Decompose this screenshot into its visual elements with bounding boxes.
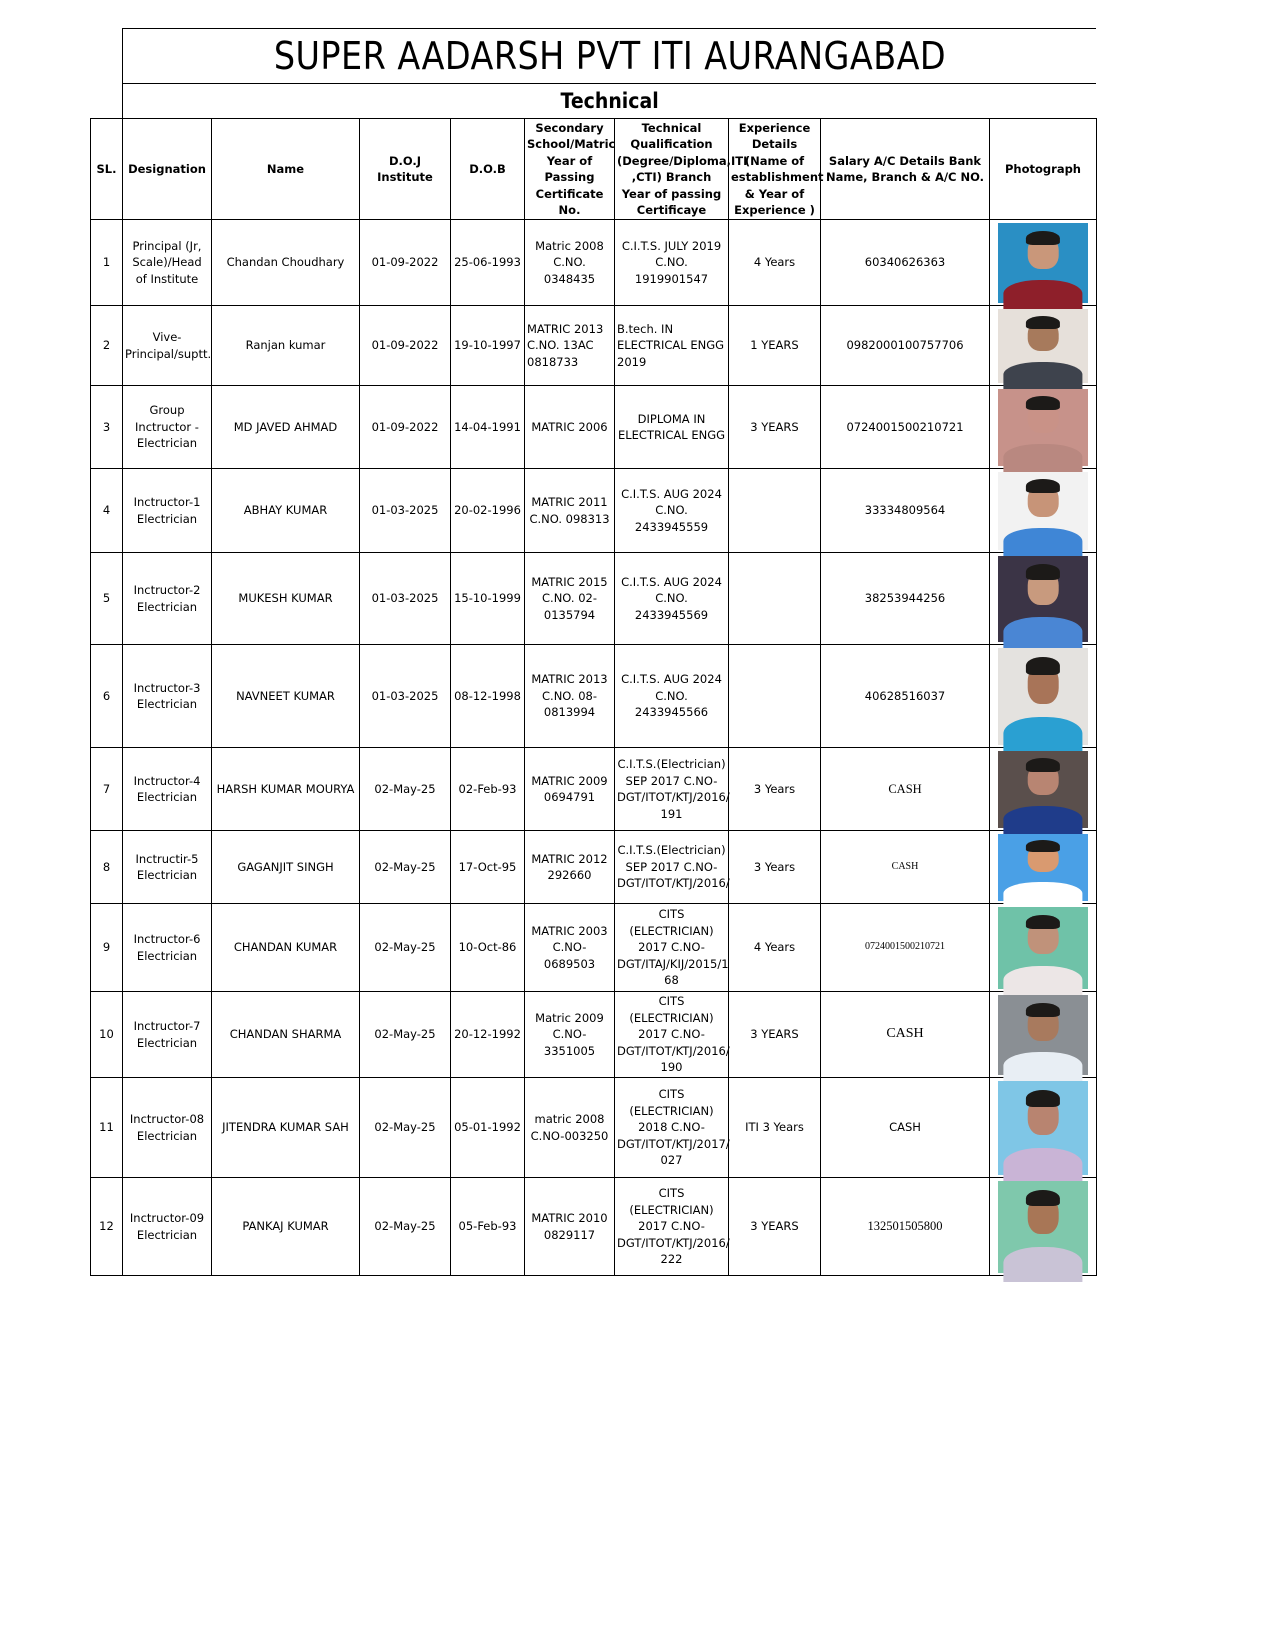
photo-hair — [1026, 915, 1060, 930]
photo-hair — [1026, 1190, 1060, 1207]
cell-sl: 10 — [91, 992, 123, 1078]
cell-designation: Inctructor-7 Electrician — [123, 992, 212, 1078]
cell-salary: 0724001500210721 — [821, 386, 990, 469]
cell-experience: 4 Years — [729, 904, 821, 992]
table-row — [91, 469, 1097, 553]
table-row — [91, 992, 1097, 1078]
header-sl: SL. — [91, 119, 123, 220]
table-row — [91, 904, 1097, 992]
cell-doj: 02-May-25 — [360, 992, 451, 1078]
photo-shirt — [1003, 617, 1082, 650]
cell-secondary: MATRIC 2010 0829117 — [525, 1178, 615, 1276]
cell-doj: 01-09-2022 — [360, 306, 451, 386]
cell-name: JITENDRA KUMAR SAH — [212, 1078, 360, 1178]
cell-sl: 5 — [91, 553, 123, 645]
cell-secondary: MATRIC 2006 — [525, 386, 615, 469]
table-row — [91, 1178, 1097, 1276]
header-salary: Salary A/C Details Bank Name, Branch & A/C NO. — [821, 119, 990, 220]
cell-technical: DIPLOMA IN ELECTRICAL ENGG — [615, 386, 729, 469]
cell-salary: 38253944256 — [821, 553, 990, 645]
cell-technical: C.I.T.S. AUG 2024 C.NO. 2433945569 — [615, 553, 729, 645]
cell-dob: 20-12-1992 — [451, 992, 525, 1078]
cell-technical: CITS (ELECTRICIAN) 2017 C.NO-DGT/ITAJ/KIJ/2015/1 68 — [615, 904, 729, 992]
cell-experience: 3 Years — [729, 831, 821, 904]
photo-hair — [1026, 479, 1060, 493]
cell-dob: 20-02-1996 — [451, 469, 525, 553]
cell-designation: Inctructir-5 Electrician — [123, 831, 212, 904]
cell-technical: C.I.T.S. JULY 2019 C.NO. 1919901547 — [615, 220, 729, 306]
cell-doj: 02-May-25 — [360, 748, 451, 831]
table-row — [91, 645, 1097, 748]
cell-secondary: MATRIC 2015 C.NO. 02-0135794 — [525, 553, 615, 645]
cell-secondary: Matric 2009 C.NO-3351005 — [525, 992, 615, 1078]
cell-sl: 4 — [91, 469, 123, 553]
subtitle-row — [122, 83, 1096, 118]
photo-shirt — [1003, 528, 1082, 558]
photo-hair — [1026, 316, 1060, 329]
photo-shirt — [1003, 806, 1082, 835]
photo-hair — [1026, 1003, 1060, 1017]
cell-experience: 1 YEARS — [729, 306, 821, 386]
cell-experience — [729, 469, 821, 553]
cell-technical: CITS (ELECTRICIAN) 2018 C.NO-DGT/ITOT/KTJ/2017/ 027 — [615, 1078, 729, 1178]
cell-doj: 02-May-25 — [360, 904, 451, 992]
cell-doj: 01-09-2022 — [360, 220, 451, 306]
document-subtitle: Technical — [560, 89, 659, 113]
cell-secondary: MATRIC 2003 C.NO- 0689503 — [525, 904, 615, 992]
cell-experience: 3 YEARS — [729, 992, 821, 1078]
staff-photograph — [998, 309, 1088, 383]
cell-designation: Inctructor-4 Electrician — [123, 748, 212, 831]
cell-salary: CASH — [821, 1078, 990, 1178]
cell-name: GAGANJIT SINGH — [212, 831, 360, 904]
cell-name: CHANDAN SHARMA — [212, 992, 360, 1078]
photo-hair — [1026, 840, 1060, 852]
staff-photograph — [998, 223, 1088, 303]
cell-secondary: MATRIC 2013 C.NO. 13AC 0818733 — [525, 306, 615, 386]
cell-photo — [990, 831, 1097, 904]
cell-salary: CASH — [821, 831, 990, 904]
staff-photograph — [998, 834, 1088, 901]
photo-hair — [1026, 231, 1060, 245]
cell-technical: CITS (ELECTRICIAN) 2017 C.NO-DGT/ITOT/KTJ/2016/ 222 — [615, 1178, 729, 1276]
cell-name: Ranjan kumar — [212, 306, 360, 386]
header-secondary: Secondary School/Matric Year of Passing Certificate No. — [525, 119, 615, 220]
cell-secondary: MATRIC 2013 C.NO. 08-0813994 — [525, 645, 615, 748]
header-doj: D.O.J Institute — [360, 119, 451, 220]
cell-salary: 60340626363 — [821, 220, 990, 306]
cell-sl: 11 — [91, 1078, 123, 1178]
photo-hair — [1026, 1090, 1060, 1107]
cell-sl: 1 — [91, 220, 123, 306]
cell-doj: 02-May-25 — [360, 1078, 451, 1178]
cell-salary: CASH — [821, 748, 990, 831]
table-row — [91, 553, 1097, 645]
cell-technical: CITS (ELECTRICIAN) 2017 C.NO-DGT/ITOT/KTJ/2016/ 190 — [615, 992, 729, 1078]
table-row — [91, 386, 1097, 469]
cell-technical: C.I.T.S. AUG 2024 C.NO. 2433945566 — [615, 645, 729, 748]
cell-designation: Inctructor-3 Electrician — [123, 645, 212, 748]
cell-experience: ITI 3 Years — [729, 1078, 821, 1178]
cell-dob: 15-10-1999 — [451, 553, 525, 645]
photo-shirt — [1003, 1247, 1082, 1282]
cell-technical: B.tech. IN ELECTRICAL ENGG 2019 — [615, 306, 729, 386]
cell-salary: 132501505800 — [821, 1178, 990, 1276]
cell-name: MUKESH KUMAR — [212, 553, 360, 645]
table-row — [91, 220, 1097, 306]
cell-photo — [990, 469, 1097, 553]
cell-designation: Inctructor-09 Electrician — [123, 1178, 212, 1276]
cell-designation: Group Inctructor - Electrician — [123, 386, 212, 469]
cell-designation: Inctructor-1 Electrician — [123, 469, 212, 553]
cell-name: ABHAY KUMAR — [212, 469, 360, 553]
photo-hair — [1026, 564, 1060, 579]
staff-photograph — [998, 751, 1088, 828]
header-designation: Designation — [123, 119, 212, 220]
header-photo: Photograph — [990, 119, 1097, 220]
cell-dob: 25-06-1993 — [451, 220, 525, 306]
cell-doj: 02-May-25 — [360, 1178, 451, 1276]
title-row — [122, 28, 1096, 83]
cell-salary: 40628516037 — [821, 645, 990, 748]
staff-photograph — [998, 648, 1088, 745]
cell-technical: C.I.T.S.(Electrician) SEP 2017 C.NO-DGT/ITOT/KTJ/2016/ — [615, 831, 729, 904]
table-row — [91, 1078, 1097, 1178]
photo-hair — [1026, 758, 1060, 772]
cell-experience: 4 Years — [729, 220, 821, 306]
cell-sl: 6 — [91, 645, 123, 748]
cell-experience — [729, 553, 821, 645]
staff-photograph — [998, 1081, 1088, 1175]
header-technical: Technical Qualification (Degree/Diploma,ITI ,CTI) Branch Year of passing Certificaye — [615, 119, 729, 220]
cell-technical: C.I.T.S.(Electrician) SEP 2017 C.NO-DGT/ITOT/KTJ/2016/ 191 — [615, 748, 729, 831]
cell-photo — [990, 1178, 1097, 1276]
cell-name: CHANDAN KUMAR — [212, 904, 360, 992]
cell-photo — [990, 645, 1097, 748]
cell-name: PANKAJ KUMAR — [212, 1178, 360, 1276]
cell-name: NAVNEET KUMAR — [212, 645, 360, 748]
cell-salary: 0724001500210721 — [821, 904, 990, 992]
table-body — [91, 220, 1097, 1276]
staff-photograph — [998, 995, 1088, 1075]
cell-photo — [990, 220, 1097, 306]
cell-experience: 3 Years — [729, 748, 821, 831]
cell-sl: 3 — [91, 386, 123, 469]
cell-sl: 7 — [91, 748, 123, 831]
cell-photo — [990, 748, 1097, 831]
cell-photo — [990, 306, 1097, 386]
cell-designation: Inctructor-6 Electrician — [123, 904, 212, 992]
cell-dob: 08-12-1998 — [451, 645, 525, 748]
cell-photo — [990, 904, 1097, 992]
cell-sl: 9 — [91, 904, 123, 992]
photo-hair — [1026, 396, 1060, 410]
cell-designation: Principal (Jr, Scale)/Head of Institute — [123, 220, 212, 306]
cell-experience — [729, 645, 821, 748]
cell-name: HARSH KUMAR MOURYA — [212, 748, 360, 831]
cell-secondary: MATRIC 2011 C.NO. 098313 — [525, 469, 615, 553]
photo-shirt — [1003, 1148, 1082, 1184]
header-name: Name — [212, 119, 360, 220]
cell-doj: 02-May-25 — [360, 831, 451, 904]
cell-salary: 0982000100757706 — [821, 306, 990, 386]
cell-name: Chandan Choudhary — [212, 220, 360, 306]
cell-dob: 05-Feb-93 — [451, 1178, 525, 1276]
cell-photo — [990, 992, 1097, 1078]
cell-secondary: Matric 2008 C.NO. 0348435 — [525, 220, 615, 306]
staff-photograph — [998, 556, 1088, 642]
photo-shirt — [1003, 882, 1082, 907]
cell-dob: 05-01-1992 — [451, 1078, 525, 1178]
photo-shirt — [1003, 717, 1082, 754]
cell-doj: 01-03-2025 — [360, 469, 451, 553]
staff-photograph — [998, 472, 1088, 550]
cell-experience: 3 YEARS — [729, 1178, 821, 1276]
table-row — [91, 748, 1097, 831]
cell-doj: 01-03-2025 — [360, 645, 451, 748]
cell-salary: CASH — [821, 992, 990, 1078]
cell-doj: 01-09-2022 — [360, 386, 451, 469]
document-title: SUPER AADARSH PVT ITI AURANGABAD — [273, 34, 946, 78]
cell-technical: C.I.T.S. AUG 2024 C.NO. 2433945559 — [615, 469, 729, 553]
table-row — [91, 831, 1097, 904]
cell-dob: 10-Oct-86 — [451, 904, 525, 992]
photo-shirt — [1003, 280, 1082, 310]
cell-experience: 3 YEARS — [729, 386, 821, 469]
cell-sl: 12 — [91, 1178, 123, 1276]
cell-dob: 17-Oct-95 — [451, 831, 525, 904]
header-row — [91, 119, 1097, 220]
cell-secondary: MATRIC 2012 292660 — [525, 831, 615, 904]
cell-designation: Vive-Principal/suptt. — [123, 306, 212, 386]
cell-doj: 01-03-2025 — [360, 553, 451, 645]
cell-secondary: MATRIC 2009 0694791 — [525, 748, 615, 831]
staff-photograph — [998, 1181, 1088, 1273]
document-sheet — [90, 28, 1096, 1276]
cell-name: MD JAVED AHMAD — [212, 386, 360, 469]
photo-shirt — [1003, 362, 1082, 390]
cell-designation: Inctructor-2 Electrician — [123, 553, 212, 645]
staff-table — [90, 118, 1097, 1276]
header-experience: Experience Details (Name of establishment & Year of Experience ) — [729, 119, 821, 220]
photo-shirt — [1003, 444, 1082, 473]
staff-photograph — [998, 907, 1088, 989]
cell-dob: 19-10-1997 — [451, 306, 525, 386]
cell-salary: 33334809564 — [821, 469, 990, 553]
cell-photo — [990, 386, 1097, 469]
cell-sl: 8 — [91, 831, 123, 904]
header-dob: D.O.B — [451, 119, 525, 220]
cell-photo — [990, 1078, 1097, 1178]
photo-shirt — [1003, 966, 1082, 997]
photo-hair — [1026, 657, 1060, 674]
photo-shirt — [1003, 1052, 1082, 1082]
cell-secondary: matric 2008 C.NO-003250 — [525, 1078, 615, 1178]
cell-photo — [990, 553, 1097, 645]
staff-photograph — [998, 389, 1088, 466]
cell-dob: 14-04-1991 — [451, 386, 525, 469]
cell-sl: 2 — [91, 306, 123, 386]
cell-dob: 02-Feb-93 — [451, 748, 525, 831]
table-row — [91, 306, 1097, 386]
cell-designation: Inctructor-08 Electrician — [123, 1078, 212, 1178]
